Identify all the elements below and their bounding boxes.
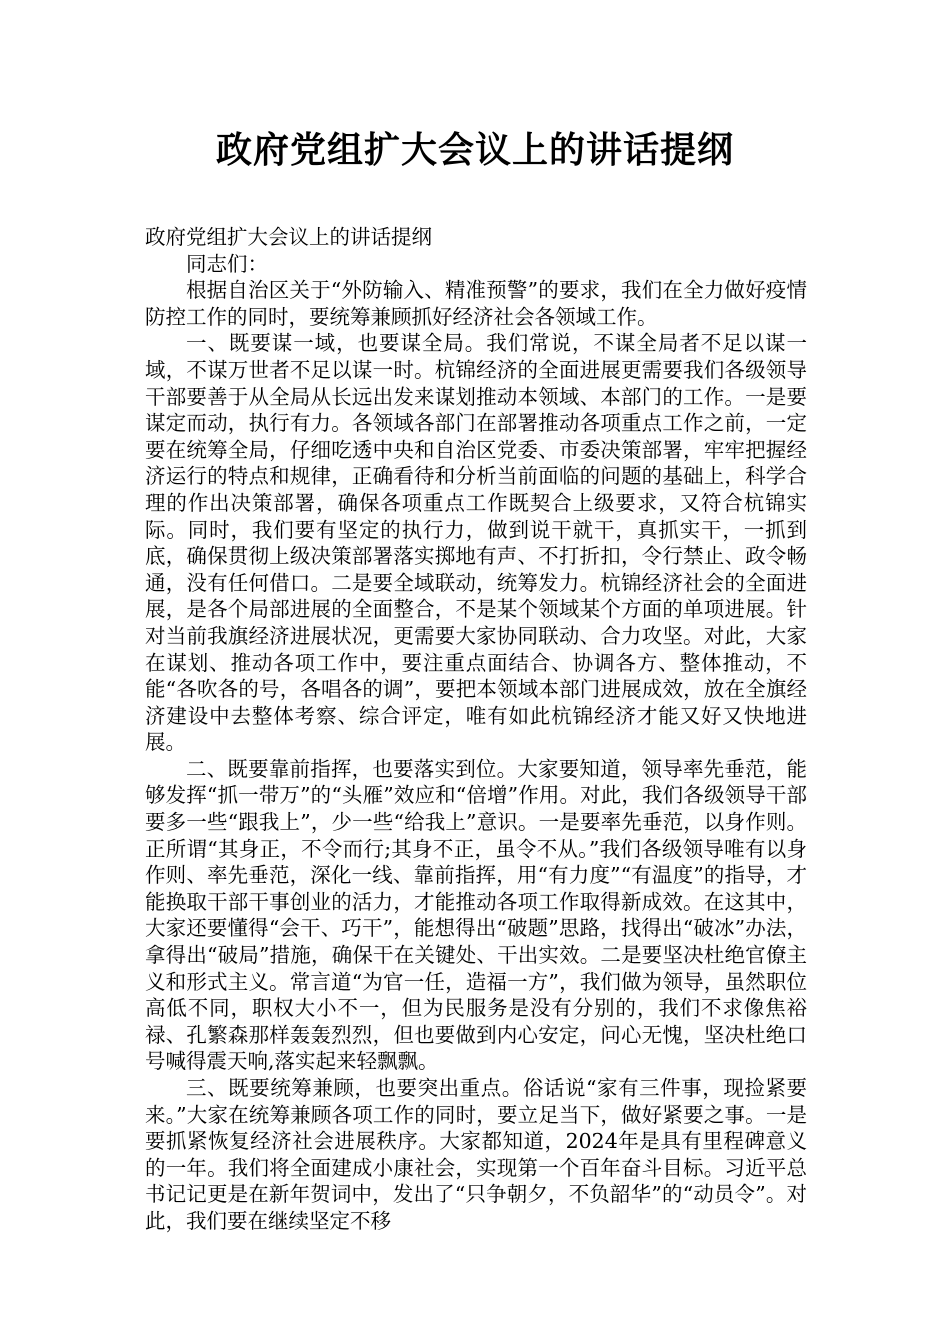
paragraph-section-one: 一、既要谋一域，也要谋全局。我们常说，不谋全局者不足以谋一域，不谋万世者不足以谋一时。杭锦经济的全面进展更需要我们各级领导干部要善于从全局从长远出发来谋划推动本领域、本部门的工作。一是要谋定而动，执行有力。各领域各部门在部署推动各项重点工作之前，一定要在统筹全局，仔细吃透中央和自治区党委、市委决策部署，牢牢把握经济运行的特点和规律，正确看待和分析当前面临的问题的基础上，科学合理的作出决策部署，确保各项重点工作既契合上级要求，又符合杭锦实际。同时，我们要有坚定的执行力，做到说干就干，真抓实干，一抓到底，确保贯彻上级决策部署落实掷地有声、不打折扣，令行禁止、政令畅通，没有任何借口。二是要全域联动，统筹发力。杭锦经济社会的全面进展，是各个局部进展的全面整合，不是某个领域某个方面的单项进展。针对当前我旗经济进展状况，更需要大家协同联动、合力攻坚。对此，大家在谋划、推动各项工作中，要注重点面结合、协调各方、整体推动，不能“各吹各的号，各唱各的调”，要把本领域本部门进展成效，放在全旗经济建设中去整体考察、综合评定，唯有如此杭锦经济才能又好又快地进展。 xyxy=(145,331,807,755)
greeting-line: 同志们： xyxy=(186,251,268,276)
document-body xyxy=(145,224,807,1235)
document-title: 政府党组扩大会议上的讲话提纲 xyxy=(215,129,734,171)
paragraph-section-two: 二、既要靠前指挥，也要落实到位。大家要知道，领导率先垂范，能够发挥“抓一带万”的“头雁”效应和“倍增”作用。对此，我们各级领导干部要多一些“跟我上”，少一些“给我上”意识。一是要率先垂范，以身作则。正所谓“其身正，不令而行;其身不正，虽令不从。”我们各级领导唯有以身作则、率先垂范，深化一线、靠前指挥，用“有力度”“有温度”的指导，才能换取干部干事创业的活力，才能推动各项工作取得新成效。在这其中，大家还要懂得“会干、巧干”，能想得出“破题”思路，找得出“破冰”办法，拿得出“破局”措施，确保干在关键处、干出实效。二是要坚决杜绝官僚主义和形式主义。常言道“为官一任，造福一方”，我们做为领导，虽然职位高低不同，职权大小不一，但为民服务是没有分别的，我们不求像焦裕禄、孔繁森那样轰轰烈烈，但也要做到内心安定，问心无愧，坚决杜绝口号喊得震天响,落实起来轻飘飘。 xyxy=(145,756,807,1074)
paragraph-section-three: 三、既要统筹兼顾，也要突出重点。俗话说“家有三件事，现捡紧要来。”大家在统筹兼顾各项工作的同时，要立足当下，做好紧要之事。一是要抓紧恢复经济社会进展秩序。大家都知道，2024年是具有里程碑意义的一年。我们将全面建成小康社会，实现第一个百年奋斗目标。习近平总书记记更是在新年贺词中，发出了“只争朝夕，不负韶华”的“动员令”。对此，我们要在继续坚定不移 xyxy=(145,1076,807,1233)
document-subtitle: 政府党组扩大会议上的讲话提纲 xyxy=(145,225,432,249)
paragraph-intro: 根据自治区关于“外防输入、精准预警”的要求，我们在全力做好疫情防控工作的同时，要统筹兼顾抓好经济社会各领域工作。 xyxy=(145,278,807,329)
